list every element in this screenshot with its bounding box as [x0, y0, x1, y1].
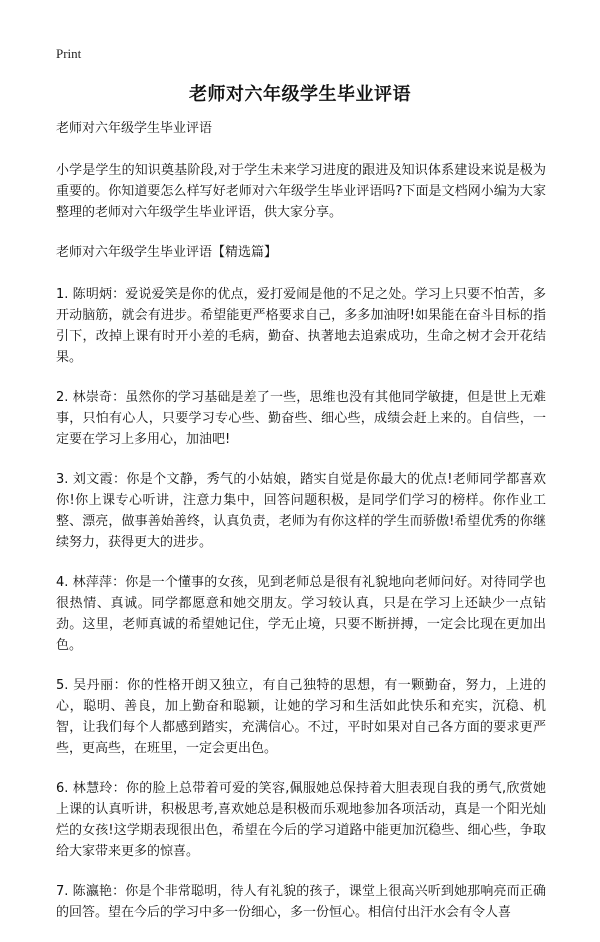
- comment-paragraph: 1. 陈明炳：爱说爱笑是你的优点，爱打爱闹是他的不足之处。学习上只要不怕苦，多开动脑筋，就会有进步。希望能更严格要求自己，多多加油呀!如果能在奋斗目标的指引下，改掉上课有时开小差的毛病，勤奋、执著地去追索成功，生命之树才会开花结果。: [56, 287, 546, 365]
- document-title: 老师对六年级学生毕业评语: [189, 84, 411, 105]
- comment-paragraph: 7. 陈瀛艳：你是个非常聪明，待人有礼貌的孩子，课堂上很高兴听到她那响亮而正确的回答。望在今后的学习中多一份细心，多一份恒心。相信付出汗水会有令人喜: [56, 884, 546, 920]
- comment-paragraph: 6. 林慧玲：你的脸上总带着可爱的笑容,佩服她总保持着大胆表现自我的勇气,欣赏她上课的认真听讲，积极思考,喜欢她总是积极而乐观地参加各项活动，真是一个阳光灿烂的女孩!这学期表现很出色，希望在今后的学习道路中能更加沉稳些、细心些，争取给大家带来更多的惊喜。: [56, 781, 546, 859]
- section-heading: 老师对六年级学生毕业评语【精选篇】: [56, 245, 278, 260]
- comment-paragraph: 4. 林萍萍：你是一个懂事的女孩，见到老师总是很有礼貌地向老师问好。对待同学也很热情、真诚。同学都愿意和她交朋友。学习较认真，只是在学习上还缺少一点钻劲。这里，老师真诚的希望她记住，学无止境，只要不断拼搏，一定会比现在更加出色。: [56, 575, 546, 653]
- document-subtitle: 老师对六年级学生毕业评语: [56, 121, 213, 136]
- intro-paragraph: 小学是学生的知识奠基阶段,对于学生未来学习进度的跟进及知识体系建设来说是极为重要的。你知道要怎么样写好老师对六年级学生毕业评语吗?下面是文档网小编为大家整理的老师对六年级学生毕业评语，供大家分享。: [56, 163, 546, 220]
- comment-paragraph: 3. 刘文霞：你是个文静，秀气的小姑娘，踏实自觉是你最大的优点!老师同学都喜欢你!你上课专心听讲，注意力集中，回答问题积极，是同学们学习的榜样。你作业工整、漂亮，做事善始善终，认真负责，老师为有你这样的学生而骄傲!希望优秀的你继续努力，获得更大的进步。: [56, 472, 546, 550]
- comment-paragraph: 2. 林崇奇：虽然你的学习基础是差了一些，思维也没有其他同学敏捷，但是世上无难事，只怕有心人，只要学习专心些、勤奋些、细心些，成绩会赶上来的。自信些，一定要在学习上多用心，加油吧!: [56, 390, 546, 447]
- document-body: [56, 118, 546, 942]
- print-link[interactable]: Print: [56, 46, 82, 61]
- comment-paragraph: 5. 吴丹丽：你的性格开朗又独立，有自己独特的思想，有一颗勤奋，努力，上进的心，聪明、善良，加上勤奋和聪颖，让她的学习和生活如此快乐和充实，沉稳、机智，让我们每个人都感到踏实，充满信心。不过，平时如果对自己各方面的要求更严些，更高些，在班里，一定会更出色。: [56, 678, 546, 756]
